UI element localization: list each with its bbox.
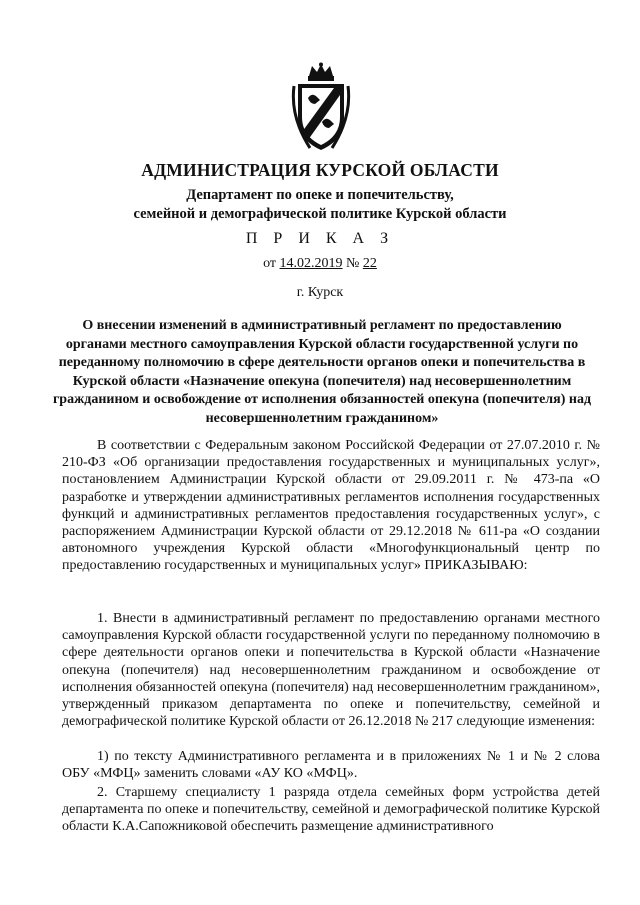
city: г. Курск [296, 285, 344, 300]
coat-of-arms-icon [290, 62, 352, 152]
item-1-paragraph: 1. Внести в административный регламент по предоставлению органами местного самоуправления Курской области государственной услуги по переданному полномочию в сфере деятельности органов опеки и попечительства в Курской области «Назначение опекуна (попечителя) над несовершеннолетним гражданином и освобождение от исполнения обязанностей опекуна (попечителя) над несовершеннолетним гражданином», утвержденный приказом департамента по опеке и попечительству, семейной и демографической политике Курской области от 26.12.2018 № 217 следующие изменения: [62, 611, 600, 730]
department-line-1: Департамент по опеке и попечительству, [186, 187, 454, 203]
item-2-paragraph: 2. Старшему специалисту 1 разряда отдела семейных форм устройства детей департамента по опеке и попечительству, семейной и демографической политике Курской области К.А.Сапожниковой обеспечить размещение административного [62, 785, 600, 835]
department-line-2: семейной и демографической политике Курской области [133, 206, 507, 222]
document-title: О внесении изменений в административный регламент по предоставлению органами местного самоуправления Курской области государственной услуги по переданному полномочию в сфере деятельности органов опеки и попечительства в Курской области «Назначение опекуна (попечителя) над несовершеннолетним гражданином и освобождение от исполнения обязанностей опекуна (попечителя) над несовершеннолетним гражданином» [52, 318, 592, 426]
preamble-paragraph: В соответствии с Федеральным законом Российской Федерации от 27.07.2010 г. № 210-ФЗ «Об организации предоставления государственных и муниципальных услуг», постановлением Администрации Курской области от 29.09.2011 г. № 473-па «О разработке и утверждении административных регламентов исполнения государственных функций и административных регламентов предоставления государственных услуг», с распоряжением Администрации Курской области от 29.12.2018 № 611-ра «О создании автономного учреждения Курской области «Многофункциональный центр по предоставлению государственных и муниципальных услуг» ПРИКАЗЫВАЮ: [62, 438, 600, 574]
item-1-1-paragraph: 1) по тексту Административного регламента и в приложениях № 1 и № 2 слова ОБУ «МФЦ» заменить словами «АУ КО «МФЦ». [62, 749, 600, 782]
order-number: 22 [362, 256, 377, 271]
order-date-number [40, 256, 600, 272]
organization-name: АДМИНИСТРАЦИЯ КУРСКОЙ ОБЛАСТИ [141, 160, 499, 180]
number-prefix: № [342, 256, 363, 271]
order-heading: П Р И К А З [245, 230, 395, 247]
order-date: 14.02.2019 [279, 256, 343, 271]
department-name [40, 186, 600, 224]
date-prefix: от [263, 256, 280, 271]
